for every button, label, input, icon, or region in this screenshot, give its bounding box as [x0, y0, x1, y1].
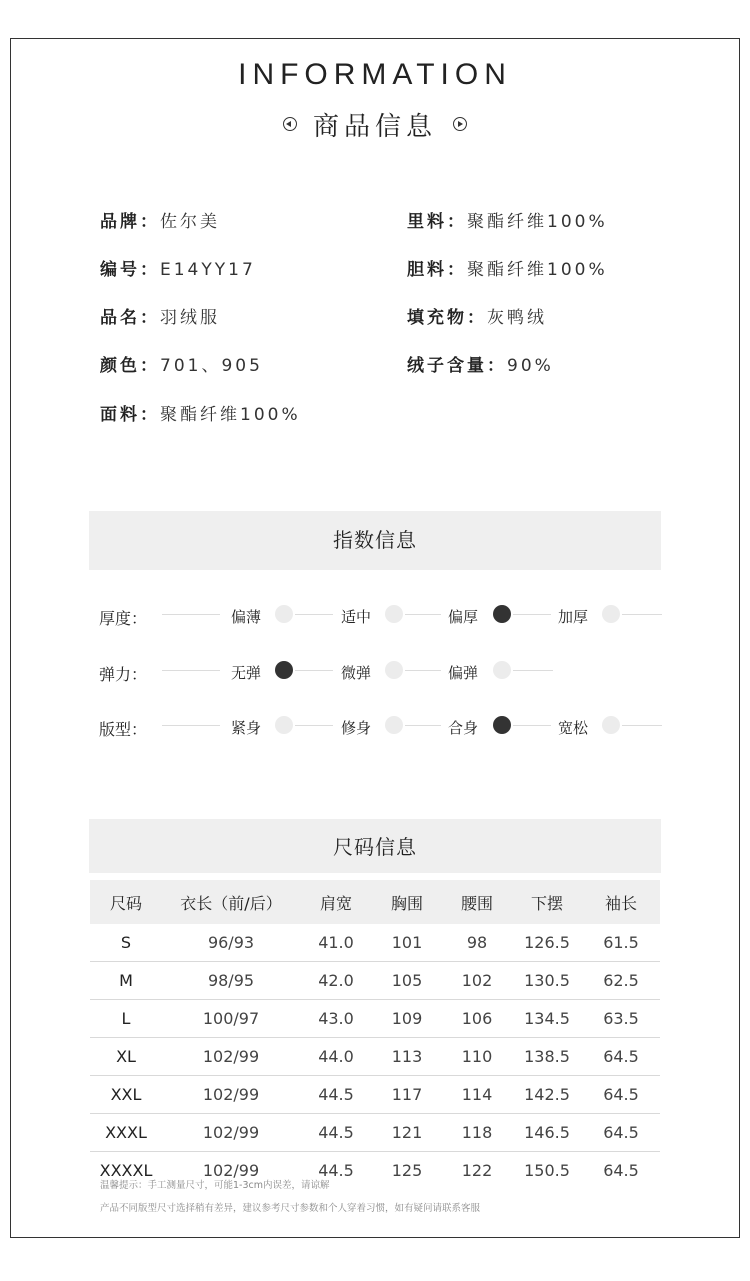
table-row: [90, 1114, 660, 1152]
size-table: [90, 880, 660, 1189]
elasticity-option-3: 偏弹: [448, 664, 479, 682]
scale-line: [405, 725, 441, 726]
cell-waist: 102: [442, 962, 512, 1000]
header-length: 衣长（前/后）: [162, 880, 300, 924]
info-down-value: 90%: [507, 356, 554, 376]
thickness-dot-1: [275, 605, 293, 623]
fit-option-1: 紧身: [231, 719, 262, 737]
cell-length: 102/99: [202, 1161, 260, 1180]
cell-size: XXXXL: [99, 1161, 153, 1180]
scale-line: [162, 614, 220, 615]
info-name-key: 品名：: [100, 308, 160, 328]
info-lining-key: 里料：: [407, 212, 467, 232]
header-sleeve: 袖长: [582, 880, 660, 924]
cell-size: XXL: [90, 1076, 162, 1114]
size-table-header: [90, 880, 660, 924]
elasticity-option-2: 微弹: [341, 664, 372, 682]
header-chest: 胸围: [372, 880, 442, 924]
scale-line: [295, 614, 333, 615]
cell-waist: 114: [442, 1076, 512, 1114]
info-fabric-value: 聚酯纤维100%: [160, 405, 301, 425]
cell-chest: 105: [372, 962, 442, 1000]
cell-sleeve: 61.5: [582, 924, 660, 962]
table-row: [90, 1076, 660, 1114]
info-name: [100, 303, 220, 328]
info-name-value: 羽绒服: [160, 308, 220, 328]
scale-line: [295, 670, 333, 671]
thickness-option-2: 适中: [341, 608, 372, 626]
thickness-dot-4: [602, 605, 620, 623]
scale-line: [295, 725, 333, 726]
info-filling-value: 灰鸭绒: [487, 308, 547, 328]
info-inner-value: 聚酯纤维100%: [467, 260, 608, 280]
title-english: INFORMATION: [238, 58, 512, 91]
cell-sleeve: 62.5: [582, 962, 660, 1000]
cell-chest: 121: [372, 1114, 442, 1152]
arrow-right-icon: [453, 117, 467, 131]
info-code-key: 编号：: [100, 260, 160, 280]
info-lining: [407, 207, 608, 232]
info-brand: [100, 207, 220, 232]
cell-sleeve: 64.5: [603, 1161, 639, 1180]
cell-chest: 125: [391, 1161, 423, 1180]
cell-shoulder: 44.5: [300, 1114, 372, 1152]
scale-line: [513, 670, 553, 671]
cell-hem: 146.5: [512, 1114, 582, 1152]
info-color-key: 颜色：: [100, 356, 160, 376]
cell-waist: 122: [461, 1161, 493, 1180]
header-shoulder: 肩宽: [300, 880, 372, 924]
info-down-key: 绒子含量：: [407, 356, 507, 376]
cell-size: S: [90, 924, 162, 962]
scale-line: [513, 725, 551, 726]
info-inner-key: 胆料：: [407, 260, 467, 280]
info-fabric-key: 面料：: [100, 405, 160, 425]
cell-chest: 113: [372, 1038, 442, 1076]
cell-chest: 101: [372, 924, 442, 962]
size-section-title: 尺码信息: [89, 819, 661, 873]
cell-shoulder: 41.0: [300, 924, 372, 962]
fit-option-2: 修身: [341, 719, 372, 737]
table-row: [90, 962, 660, 1000]
cell-waist: 98: [442, 924, 512, 962]
note-fit-advice: 产品不同版型尺寸选择稍有差异，建议参考尺寸参数和个人穿着习惯，如有疑问请联系客服: [100, 1203, 481, 1214]
fit-label: 版型：: [99, 720, 148, 739]
elasticity-dot-1: [275, 661, 293, 679]
fit-option-4: 宽松: [558, 719, 589, 737]
cell-length: 98/95: [162, 962, 300, 1000]
scale-line: [513, 614, 551, 615]
thickness-dot-2: [385, 605, 403, 623]
info-fabric: [100, 400, 301, 425]
info-lining-value: 聚酯纤维100%: [467, 212, 608, 232]
cell-shoulder: 44.5: [318, 1161, 354, 1180]
cell-hem: 134.5: [512, 1000, 582, 1038]
info-filling-key: 填充物：: [407, 308, 487, 328]
thickness-option-3: 偏厚: [448, 608, 479, 626]
cell-length: 102/99: [162, 1076, 300, 1114]
info-brand-value: 佐尔美: [160, 212, 220, 232]
cell-length: 96/93: [162, 924, 300, 962]
cell-chest: 109: [372, 1000, 442, 1038]
info-color: [100, 351, 263, 376]
thickness-dot-3: [493, 605, 511, 623]
thickness-option-4: 加厚: [558, 608, 589, 626]
elasticity-dot-2: [385, 661, 403, 679]
cell-waist: 110: [442, 1038, 512, 1076]
cell-sleeve: 64.5: [582, 1038, 660, 1076]
info-code: [100, 255, 256, 280]
elasticity-dot-3: [493, 661, 511, 679]
table-row: [90, 1000, 660, 1038]
cell-length: 102/99: [162, 1038, 300, 1076]
elasticity-label: 弹力：: [99, 665, 148, 684]
info-inner: [407, 255, 608, 280]
cell-size: L: [90, 1000, 162, 1038]
fit-dot-2: [385, 716, 403, 734]
scale-line: [622, 614, 662, 615]
cell-hem: 130.5: [512, 962, 582, 1000]
cell-hem: 138.5: [512, 1038, 582, 1076]
scale-line: [405, 670, 441, 671]
fit-option-3: 合身: [448, 719, 479, 737]
cell-size: M: [90, 962, 162, 1000]
scale-line: [162, 670, 220, 671]
cell-hem: 126.5: [512, 924, 582, 962]
info-color-value: 701、905: [160, 356, 263, 376]
thickness-option-1: 偏薄: [231, 608, 262, 626]
cell-waist: 106: [442, 1000, 512, 1038]
cell-sleeve: 63.5: [582, 1000, 660, 1038]
arrow-left-icon: [283, 117, 297, 131]
fit-dot-4: [602, 716, 620, 734]
elasticity-option-1: 无弹: [231, 664, 262, 682]
header-size: 尺码: [90, 880, 162, 924]
cell-length: 102/99: [162, 1114, 300, 1152]
scale-line: [405, 614, 441, 615]
scale-line: [162, 725, 220, 726]
note-measurement: 温馨提示：手工测量尺寸，可能1-3cm内误差，请谅解: [100, 1180, 330, 1191]
cell-sleeve: 64.5: [582, 1076, 660, 1114]
table-row: [90, 924, 660, 962]
scale-line: [622, 725, 662, 726]
info-filling: [407, 303, 547, 328]
fit-dot-3: [493, 716, 511, 734]
cell-shoulder: 44.5: [300, 1076, 372, 1114]
cell-hem: 142.5: [512, 1076, 582, 1114]
cell-length: 100/97: [162, 1000, 300, 1038]
index-section-title: 指数信息: [89, 511, 661, 570]
cell-shoulder: 42.0: [300, 962, 372, 1000]
thickness-label: 厚度：: [99, 609, 148, 628]
cell-hem: 150.5: [524, 1161, 570, 1180]
header-hem: 下摆: [512, 880, 582, 924]
cell-size: XL: [90, 1038, 162, 1076]
title-chinese-row: [0, 106, 750, 142]
cell-shoulder: 44.0: [300, 1038, 372, 1076]
cell-waist: 118: [442, 1114, 512, 1152]
fit-dot-1: [275, 716, 293, 734]
table-row: [90, 1038, 660, 1076]
info-down: [407, 351, 554, 376]
info-code-value: E14YY17: [160, 260, 256, 280]
cell-sleeve: 64.5: [582, 1114, 660, 1152]
cell-shoulder: 43.0: [300, 1000, 372, 1038]
header-waist: 腰围: [442, 880, 512, 924]
cell-chest: 117: [372, 1076, 442, 1114]
cell-size: XXXL: [90, 1114, 162, 1152]
title-chinese: 商品信息: [312, 111, 437, 142]
info-brand-key: 品牌：: [100, 212, 160, 232]
